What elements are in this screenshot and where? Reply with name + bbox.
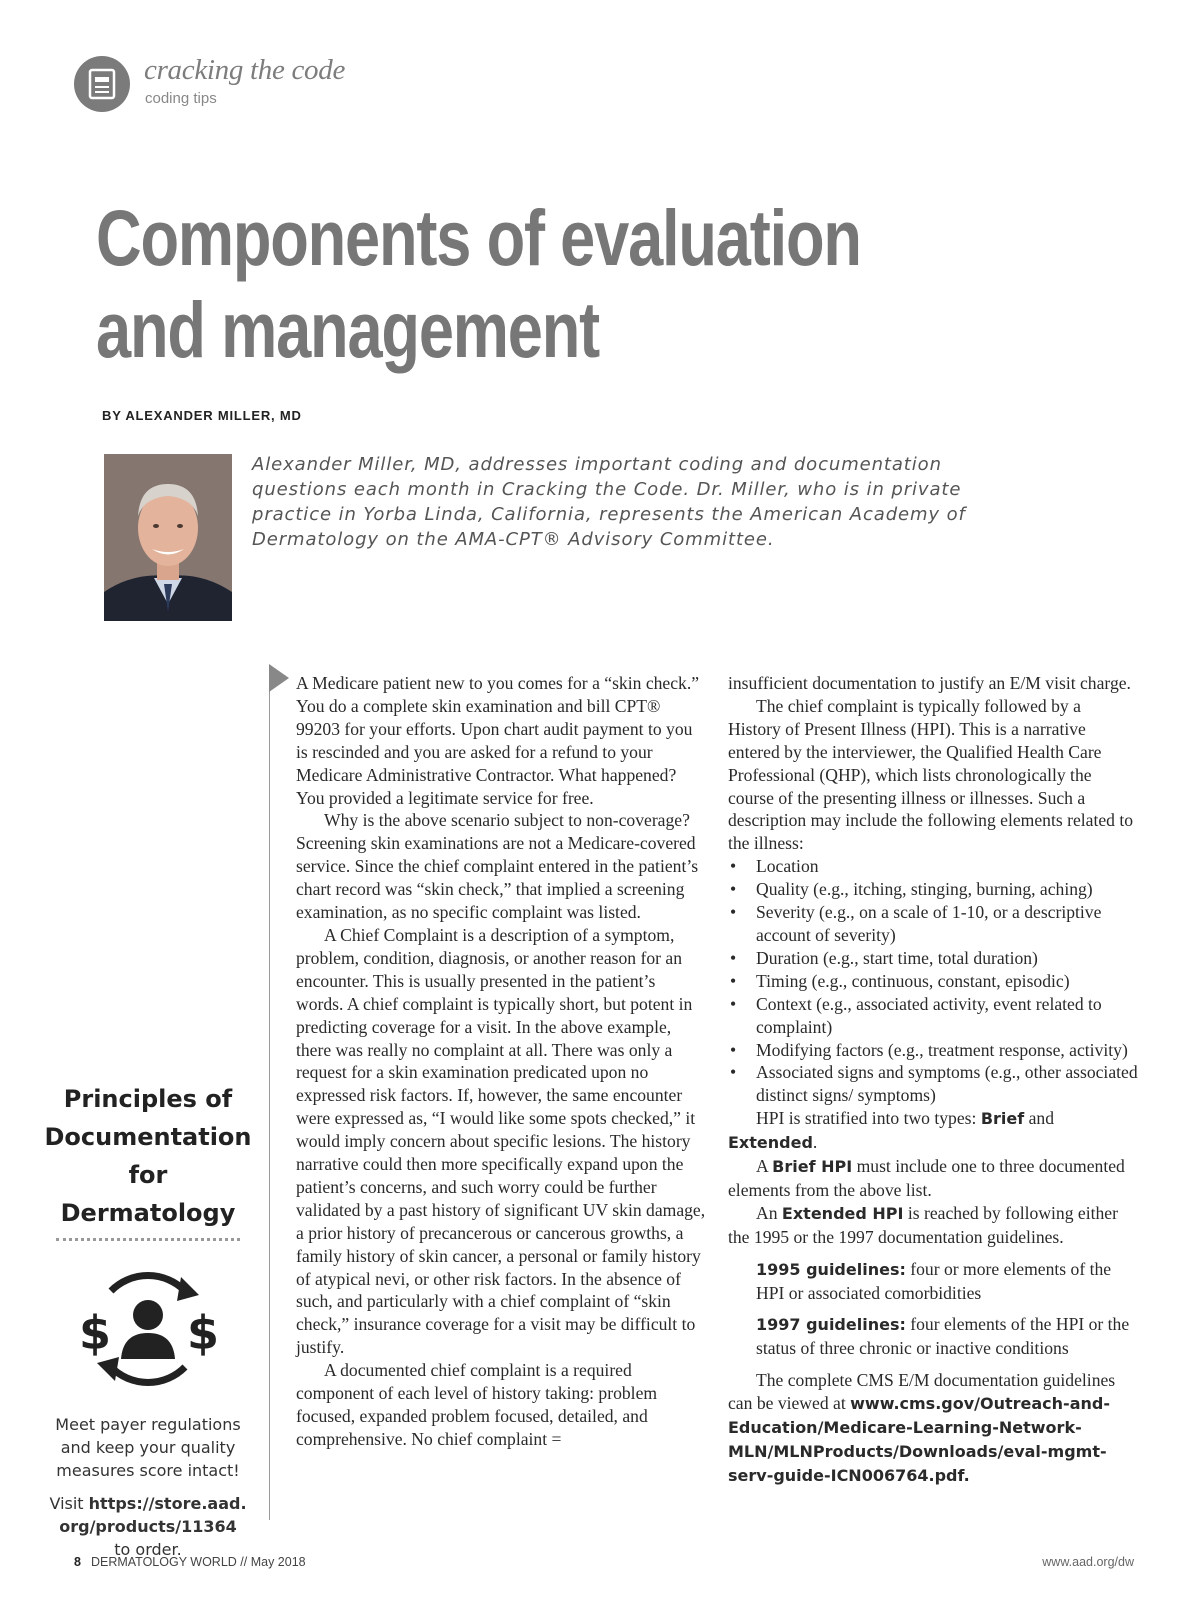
publication-name: DERMATOLOGY WORLD // May 2018 — [90, 1555, 306, 1569]
footer-left — [74, 1555, 306, 1569]
sidebar-title: Principles of Documentation for Dermatology — [44, 1085, 252, 1227]
sidebar-promo — [40, 1080, 256, 1561]
list-item: • Quality (e.g., itching, stinging, burning, aching) — [728, 878, 1138, 901]
store-link-cont[interactable]: org/products/11364 — [59, 1517, 237, 1536]
store-link[interactable]: https://store.aad. — [88, 1494, 247, 1513]
sidebar-text: Meet payer regulations and keep your quality measures score intact! — [55, 1415, 241, 1480]
document-icon — [88, 68, 116, 100]
list-item: • Context (e.g., associated activity, event related to complaint) — [728, 993, 1138, 1039]
hpi-types: HPI is stratified into two types: Brief and Extended. — [728, 1108, 1055, 1153]
cms-guidelines-link[interactable]: www.cms.gov/Outreach-and-Education/Medicare-Learning-Network-MLN/MLNProducts/Downloads/eval-mgmt-serv-guide-ICN006764.pdf. — [728, 1394, 1110, 1485]
author-bio: Alexander Miller, MD, addresses important coding and documentation questions each month in Cracking the Code. Dr. Miller, who is in private practice in Yorba Linda, California, represents the American Academy of Dermatology on the AMA-CPT® Advisory Committee. — [252, 454, 966, 550]
article-title-line2: and management — [96, 285, 599, 374]
author-photo — [104, 454, 232, 621]
body-column-2 — [728, 672, 1138, 1488]
list-item: • Duration (e.g., start time, total duration) — [728, 947, 1138, 970]
column-rule — [269, 668, 270, 1520]
paragraph: A Chief Complaint is a description of a symptom, problem, condition, diagnosis, or another reason for an encounter. This is usually presented in the patient’s words. A chief complaint is typically short, but potent in predicting coverage for a visit. In the above example, there was really no complaint at all. There was only a request for a skin examination predicated upon no expressed risk factors. If, however, the same encounter were expressed as, “I would like some spots checked,” it would imply concern about specific lesions. The history narrative could then more specifically expand upon the patient’s concerns, and such worry could be further validated by a past history of significant UV skin damage, a prior history of precancerous or cancerous growths, a family history of skin cancer, a personal or family history of atypical nevi, or other risk factors. In the absence of such, and particularly with a chief complaint of “skin check,” insurance coverage for a visit may be difficult to justify. — [296, 924, 706, 1358]
extended-hpi: An Extended HPI is reached by following either the 1995 or the 1997 documentation guidelines. — [728, 1202, 1118, 1247]
sidebar-divider — [56, 1238, 240, 1241]
body-column-1 — [296, 672, 706, 1451]
list-item: • Modifying factors (e.g., treatment response, activity) — [728, 1039, 1138, 1062]
paragraph: Why is the above scenario subject to non-coverage? Screening skin examinations are not a Medicare-covered service. Since the chief complaint entered in the patient’s chart record was “skin check,” that implied a screening examination, as no specific complaint was listed. — [296, 810, 699, 923]
paragraph: insufficient documentation to justify an E/M visit charge. — [728, 673, 1131, 693]
person-dollar-cycle-icon — [73, 1259, 223, 1399]
closing-paragraph: The complete CMS E/M documentation guidelines can be viewed at www.cms.gov/Outreach-and-Education/Medicare-Learning-Network-MLN/MLNProducts/Downloads/eval-mgmt-serv-guide-ICN006764.pdf. — [728, 1370, 1116, 1485]
hpi-elements-list — [728, 855, 1138, 1107]
section-subtitle: coding tips — [145, 90, 217, 107]
svg-text:$: $ — [187, 1306, 220, 1360]
article-title — [96, 192, 861, 376]
start-arrow-icon — [269, 664, 289, 692]
paragraph: A documented chief complaint is a required component of each level of history taking: problem focused, expanded problem focused, detailed, and comprehensive. No chief complaint = — [296, 1360, 658, 1449]
section-title: cracking the code — [144, 54, 346, 86]
list-item: • Associated signs and symptoms (e.g., other associated distinct signs/ symptoms) — [728, 1061, 1138, 1107]
footer-website[interactable]: www.aad.org/dw — [1042, 1555, 1134, 1569]
article-title-line1: Components of evaluation — [96, 193, 861, 282]
list-item: • Severity (e.g., on a scale of 1-10, or a descriptive account of severity) — [728, 901, 1138, 947]
list-item: • Timing (e.g., continuous, constant, episodic) — [728, 970, 1138, 993]
guideline-1997: 1997 guidelines: four elements of the HPI or the status of three chronic or inactive conditions — [756, 1314, 1130, 1359]
brief-hpi: A Brief HPI must include one to three documented elements from the above list. — [728, 1156, 1125, 1200]
section-badge — [74, 56, 130, 112]
byline: BY ALEXANDER MILLER, MD — [102, 408, 302, 423]
sidebar-visit: Visit https://store.aad. org/products/11364 to order. — [49, 1494, 247, 1559]
paragraph: The chief complaint is typically followed by a History of Present Illness (HPI). This is a narrative entered by the interviewer, the Qualified Health Care Professional (QHP), which lists chronologically the course of the presenting illness or illnesses. Such a description may include the following elements related to the illness: — [728, 695, 1134, 854]
list-item: • Location — [728, 855, 1138, 878]
guideline-1995: 1995 guidelines: four or more elements of the HPI or associated comorbidities — [756, 1258, 1112, 1303]
paragraph: A Medicare patient new to you comes for a “skin check.” You do a complete skin examination and bill CPT® 99203 for your efforts. Upon chart audit payment to you is rescinded and you are asked for a refund to your Medicare Administrative Contractor. What happened? You provided a legitimate service for free. — [296, 673, 700, 808]
svg-text:$: $ — [79, 1306, 112, 1360]
page-number: 8 — [74, 1555, 81, 1569]
